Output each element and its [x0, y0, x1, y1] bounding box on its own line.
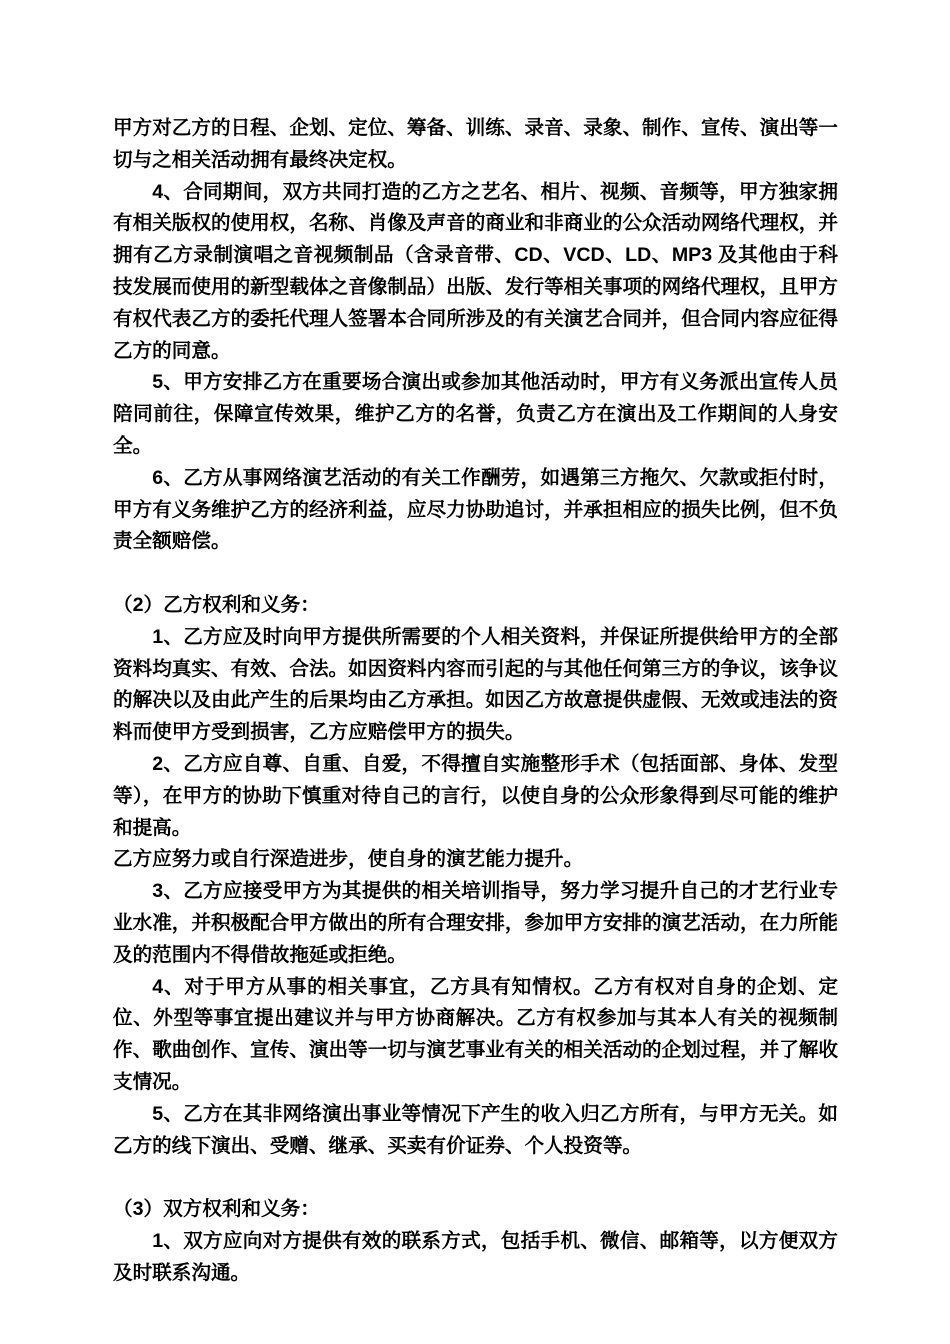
clause-1-party-b: 1、乙方应及时向甲方提供所需要的个人相关资料，并保证所提供给甲方的全部资料均真实、有效、合法。如因资料内容而引起的与其他任何第三方的争议，该争议的解决以及由此产生的后果均由乙方承担。如因乙方故意提供虚假、无效或违法的资料而使甲方受到损害，乙方应赔偿甲方的损失。	[113, 625, 838, 744]
clause-6-party-a: 6、乙方从事网络演艺活动的有关工作酬劳，如遇第三方拖欠、欠款或拒付时，甲方有义务维护乙方的经济利益，应尽力协助追讨，并承担相应的损失比例，但不负责全额赔偿。	[113, 466, 838, 553]
section-heading-2: （2）乙方权利和义务：	[113, 593, 320, 616]
clause-4-party-a: 4、合同期间，双方共同打造的乙方之艺名、相片、视频、音频等，甲方独家拥有相关版权的使用权，名称、肖像及声音的商业和非商业的公众活动网络代理权，并拥有乙方录制演唱之音视频制品（含录音带、CD、VCD、LD、MP3 及其他由于科技发展而使用的新型载体之音像制品）出版、发行等相关事项的网络代理权，且甲方有权代表乙方的委托代理人签署本合同所涉及的有关演艺合同并，但合同内容应征得乙方的同意。	[113, 180, 838, 362]
clause-4-party-b: 4、对于甲方从事的相关事宜，乙方具有知情权。乙方有权对自身的企划、定位、外型等事宜提出建议并与甲方协商解决。乙方有权参加与其本人有关的视频制作、歌曲创作、宣传、演出等一切与演艺事业有关的相关活动的企划过程，并了解收支情况。	[113, 975, 838, 1093]
blank-line	[113, 558, 838, 590]
blank-line	[113, 1162, 838, 1194]
clause-1-both-parties: 1、双方应向对方提供有效的联系方式，包括手机、微信、邮箱等，以方便双方及时联系沟通。	[113, 1229, 838, 1284]
clause-2-party-b-continuation: 乙方应努力或自行深造进步，使自身的演艺能力提升。	[113, 848, 584, 871]
clause-5-party-b: 5、乙方在其非网络演出事业等情况下产生的收入归乙方所有，与甲方无关。如乙方的线下演出、受赠、继承、买卖有价证券、个人投资等。	[113, 1102, 838, 1157]
clause-5-party-a: 5、甲方安排乙方在重要场合演出或参加其他活动时，甲方有义务派出宣传人员陪同前往，保障宣传效果，维护乙方的名誉，负责乙方在演出及工作期间的人身安全。	[113, 371, 838, 457]
clause-2-party-b: 2、乙方应自尊、自重、自爱，不得擅自实施整形手术（包括面部、身体、发型等），在甲方的协助下慎重对待自己的言行，以使自身的公众形象得到尽可能的维护和提高。	[113, 752, 838, 839]
contract-text-body	[113, 113, 838, 1289]
section-heading-3: （3）双方权利和义务：	[113, 1198, 320, 1221]
paragraph-continuation: 甲方对乙方的日程、企划、定位、筹备、训练、录音、录象、制作、宣传、演出等一切与之相关活动拥有最终决定权。	[113, 117, 838, 171]
clause-3-party-b: 3、乙方应接受甲方为其提供的相关培训指导，努力学习提升自己的才艺行业专业水准，并积极配合甲方做出的所有合理安排，参加甲方安排的演艺活动，在力所能及的范围内不得借故拖延或拒绝。	[113, 880, 838, 966]
